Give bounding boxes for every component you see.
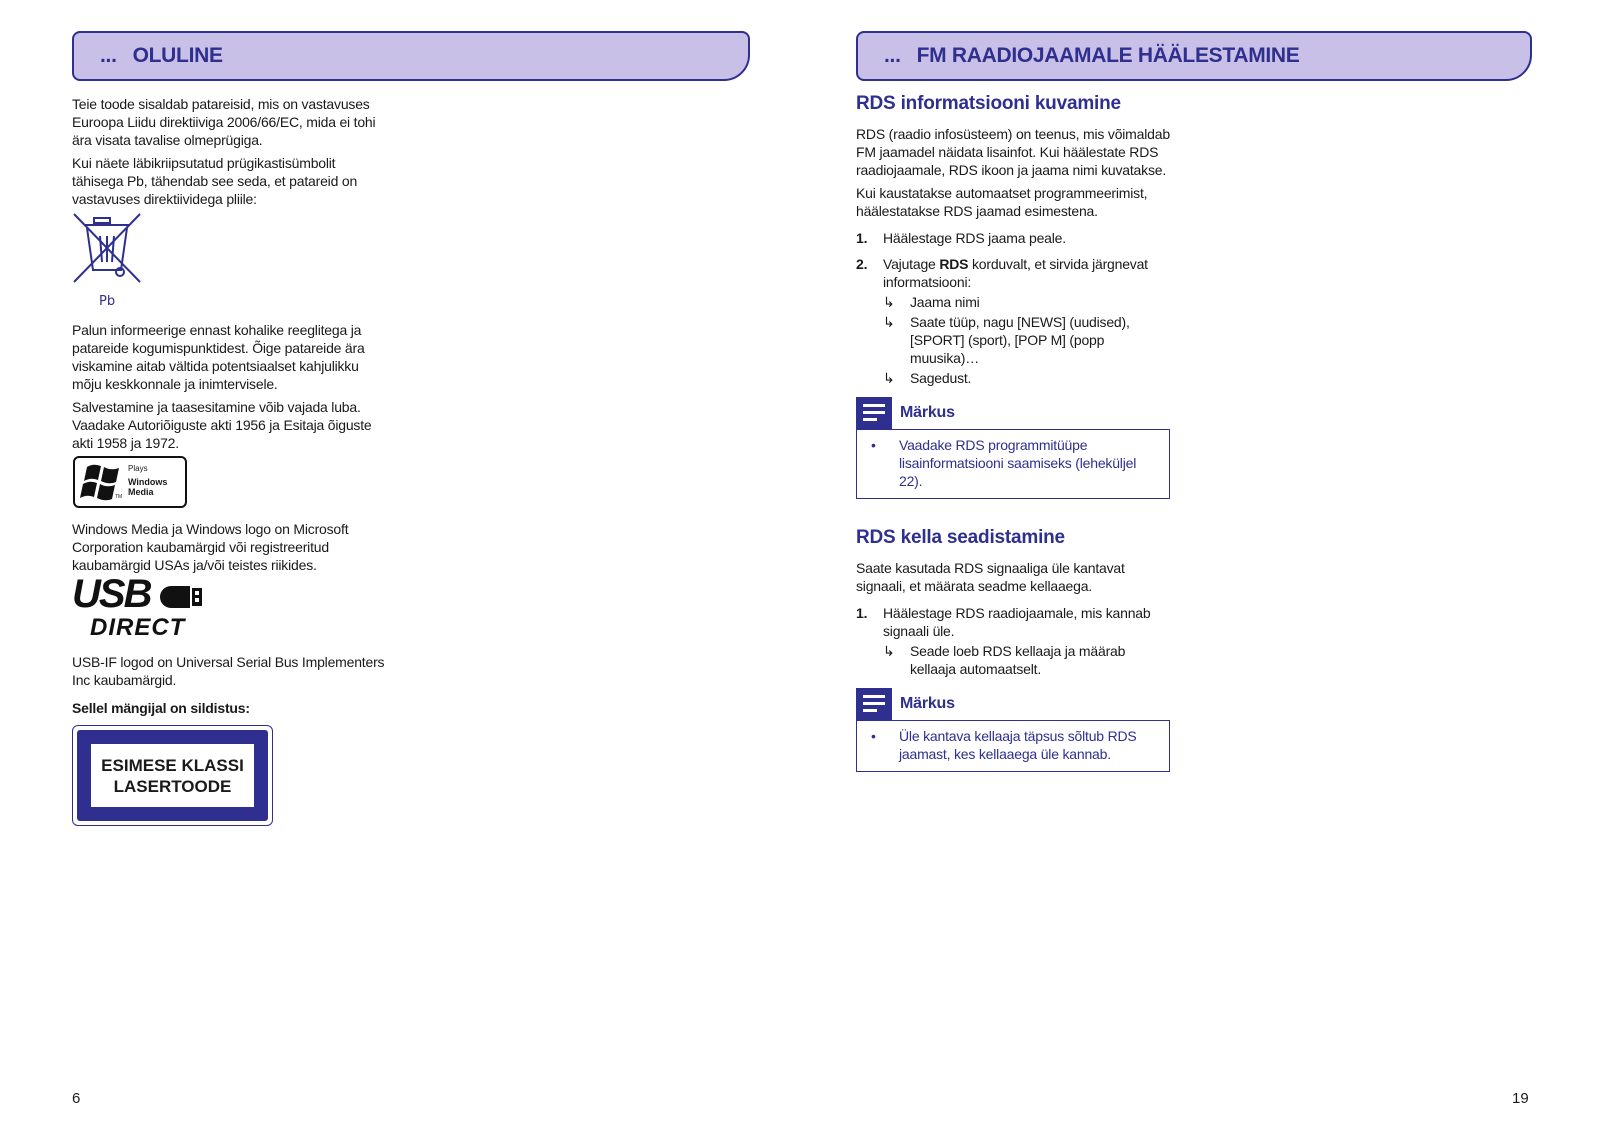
rds-clock-heading: RDS kella seadistamine xyxy=(856,527,1065,548)
laser-line2: LASERTOODE xyxy=(113,776,232,796)
note-text: Üle kantava kellaaja täpsus sõltub RDS jaamast, kes kellaaega üle kannab. xyxy=(899,728,1137,762)
note-icon xyxy=(856,688,892,720)
wm-tm-mark: TM xyxy=(115,494,123,500)
step-text-before: Vajutage xyxy=(883,256,940,272)
bin-pb-label: Pb xyxy=(99,294,116,309)
bullet: • xyxy=(871,728,876,744)
usb-direct-logo xyxy=(72,572,212,642)
note-title: Märkus xyxy=(900,404,955,421)
step-number: 1. xyxy=(856,605,868,621)
step-1 xyxy=(856,604,1174,678)
step-number: 1. xyxy=(856,230,868,246)
right-section-banner xyxy=(856,31,1532,81)
laser-class-label xyxy=(72,725,273,826)
left-section-banner xyxy=(72,31,750,81)
rds-button-name: RDS xyxy=(939,256,969,272)
note-text: Vaadake RDS programmitüüpe lisainformatsiooni saamiseks (leheküljel 22). xyxy=(899,437,1137,489)
wm-media: Media xyxy=(128,487,154,497)
left-column-wm xyxy=(72,520,387,579)
arrow-icon: ↳ xyxy=(883,643,895,659)
note-icon xyxy=(856,397,892,429)
sub-item xyxy=(883,293,1174,311)
left-page-number: 6 xyxy=(72,1090,81,1107)
battery-paragraph: Teie toode sisaldab patareisid, mis on vastavuses Euroopa Liidu direktiiviga 2006/66/EC, mida ei tohi ära visata tavalise olmeprügiga. xyxy=(72,96,376,148)
arrow-icon: ↳ xyxy=(883,370,895,386)
rds-autoprogram-paragraph: Kui kaustatakse automaatset programmeerimist, häälestatakse RDS jaamad esimestena. xyxy=(856,185,1148,219)
sub-item xyxy=(883,642,1174,678)
direct-text: DIRECT xyxy=(90,614,186,641)
crossed-bin-icon xyxy=(72,212,142,284)
sub-item-text: Sagedust. xyxy=(910,370,972,386)
bullet: • xyxy=(871,437,876,453)
sub-item-text: Seade loeb RDS kellaaja ja määrab kellaaja automaatselt. xyxy=(910,643,1126,677)
wm-plays: Plays xyxy=(128,464,148,473)
sub-item-text: Saate tüüp, nagu [NEWS] (uudised), [SPORT] (sport), [POP M] (popp muusika)… xyxy=(910,314,1130,366)
windows-media-paragraph: Windows Media ja Windows logo on Microsoft Corporation kaubamärgid või registreeritud kaubamärgid USAs ja/või teistes riikides. xyxy=(72,521,349,573)
banner-title: OLULINE xyxy=(132,44,223,67)
label-heading: Sellel mängijal on sildistus: xyxy=(72,700,250,716)
step-number: 2. xyxy=(856,256,868,272)
step-2 xyxy=(856,255,1174,387)
step-1 xyxy=(856,229,1174,247)
usb-plug-icon xyxy=(160,586,190,608)
note-title: Märkus xyxy=(900,695,955,712)
step-text-after: korduvalt, et sirvida järgnevat informatsiooni: xyxy=(883,256,1148,290)
left-column-top xyxy=(72,95,387,213)
banner-dots: ... xyxy=(100,44,117,67)
wm-windows: Windows xyxy=(128,477,168,487)
copyright-paragraph: Salvestamine ja taasesitamine võib vajada luba. Vaadake Autoriõiguste akti 1956 ja Esitaja õiguste akti 1958 ja 1972. xyxy=(72,399,372,451)
sub-item xyxy=(883,369,1174,387)
sub-item-text: Jaama nimi xyxy=(910,294,980,310)
arrow-icon: ↳ xyxy=(883,294,895,310)
right-page-number: 19 xyxy=(1512,1090,1529,1107)
banner-dots: ... xyxy=(884,44,901,67)
crossed-bin-paragraph: Kui näete läbikriipsutatud prügikastisümbolit tähisega Pb, tähendab see seda, et patareid on vastavuses direktiividega pliile: xyxy=(72,155,358,207)
banner-title: FM RAADIOJAAMALE HÄÄLESTAMINE xyxy=(916,44,1300,67)
usb-plug-tip xyxy=(192,588,202,606)
sub-item xyxy=(883,313,1174,367)
step-text: Häälestage RDS raadiojaamale, mis kannab signaali üle. xyxy=(883,605,1151,639)
rds-intro-paragraph: RDS (raadio infosüsteem) on teenus, mis võimaldab FM jaamadel näidata lisainfot. Kui häälestate RDS raadiojaamale, RDS ikoon ja jaama nimi kuvatakse. xyxy=(856,126,1170,178)
rds-info-heading: RDS informatsiooni kuvamine xyxy=(856,93,1121,114)
left-column-mid xyxy=(72,321,387,457)
left-column-bottom xyxy=(72,653,387,722)
laser-line1: ESIMESE KLASSI xyxy=(101,755,244,775)
windows-media-logo xyxy=(73,456,187,508)
rds-clock-paragraph: Saate kasutada RDS signaaliga üle kantavat signaali, et määrata seadme kellaaega. xyxy=(856,560,1125,594)
note-box xyxy=(856,397,1170,499)
step-text: Häälestage RDS jaama peale. xyxy=(883,230,1066,246)
arrow-icon: ↳ xyxy=(883,314,895,330)
note-box xyxy=(856,688,1170,772)
usb-paragraph: USB-IF logod on Universal Serial Bus Implementers Inc kaubamärgid. xyxy=(72,654,385,688)
collection-paragraph: Palun informeerige ennast kohalike reeglitega ja patareide kogumispunktidest. Õige patareide ära viskamine aitab vältida potentsiaalset kahjulikku mõju keskkonnale ja inimtervisele. xyxy=(72,322,365,392)
usb-text: USB xyxy=(72,572,151,616)
right-column xyxy=(856,95,1174,772)
